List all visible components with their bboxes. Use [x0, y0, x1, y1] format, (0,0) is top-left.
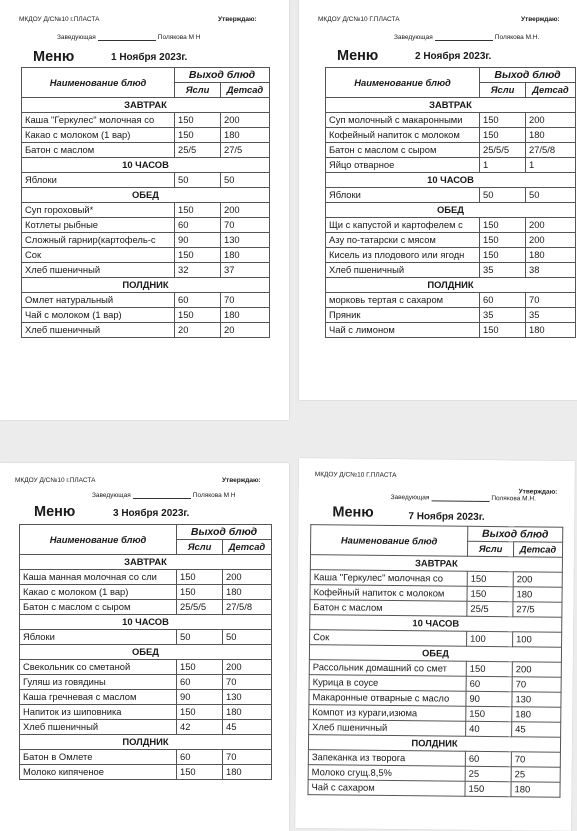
table-row — [20, 720, 272, 735]
nursery-portion: 150 — [177, 765, 223, 780]
kindergarten-portion: 70 — [512, 677, 561, 693]
menu-title: Меню — [337, 48, 379, 64]
table-row — [20, 765, 272, 780]
section-row — [326, 98, 576, 113]
table-row — [20, 705, 272, 720]
nursery-portion: 25 — [465, 766, 511, 781]
nursery-portion: 150 — [177, 705, 223, 720]
kindergarten-portion: 45 — [512, 722, 561, 738]
org-name: МКДОУ Д/С№10 Г.ПЛАСТА — [318, 16, 400, 23]
signature-line — [394, 34, 539, 41]
kindergarten-portion: 200 — [512, 662, 561, 678]
col-nursery-header: Ясли — [480, 83, 526, 98]
nursery-portion: 150 — [175, 113, 221, 128]
dish-name: Батон в Омлете — [20, 750, 177, 765]
section-title: ПОЛДНИК — [20, 735, 272, 750]
menu-sheet-nov-1 — [0, 0, 289, 420]
dish-name: Батон с маслом — [22, 143, 175, 158]
table-row — [20, 690, 272, 705]
menu-date: 2 Ноября 2023г. — [415, 51, 492, 62]
col-dish-header: Наименование блюд — [22, 68, 175, 98]
dish-name: Яйцо отварное — [326, 158, 480, 173]
nursery-portion: 60 — [177, 675, 223, 690]
kindergarten-portion: 200 — [223, 570, 272, 585]
nursery-portion: 150 — [175, 203, 221, 218]
nursery-portion: 150 — [177, 570, 223, 585]
section-title: ЗАВТРАК — [20, 555, 272, 570]
nursery-portion: 90 — [177, 690, 223, 705]
head-label: Заведующая — [390, 493, 430, 502]
table-row — [20, 600, 272, 615]
kindergarten-portion: 70 — [221, 218, 270, 233]
section-title: ОБЕД — [22, 188, 270, 203]
section-row — [22, 98, 270, 113]
org-name: МКДОУ Д/С№10 г.ПЛАСТА — [15, 477, 96, 484]
table-row — [20, 660, 272, 675]
dish-name: Суп гороховый* — [22, 203, 175, 218]
table-row — [20, 570, 272, 585]
section-title: 10 ЧАСОВ — [326, 173, 576, 188]
dish-name: Хлеб пшеничный — [20, 720, 177, 735]
menu-date: 3 Ноября 2023г. — [113, 508, 190, 519]
kindergarten-portion: 180 — [526, 323, 576, 338]
menu-title: Меню — [332, 504, 374, 521]
dish-name: Чай с лимоном — [326, 323, 480, 338]
kindergarten-portion: 37 — [221, 263, 270, 278]
col-nursery-header: Ясли — [467, 541, 513, 556]
nursery-portion: 25/5 — [467, 601, 513, 616]
menu-table-body — [22, 68, 270, 338]
kindergarten-portion: 200 — [526, 113, 576, 128]
nursery-portion: 50 — [175, 173, 221, 188]
section-row — [326, 173, 576, 188]
section-row — [326, 278, 576, 293]
menu-table-body — [308, 525, 563, 798]
nursery-portion: 1 — [480, 158, 526, 173]
section-title: 10 ЧАСОВ — [310, 615, 562, 633]
head-label: Заведующая — [92, 492, 131, 499]
nursery-portion: 20 — [175, 323, 221, 338]
kindergarten-portion: 200 — [221, 203, 270, 218]
nursery-portion: 150 — [175, 248, 221, 263]
table-row — [326, 158, 576, 173]
section-title: ЗАВТРАК — [22, 98, 270, 113]
signature-blank — [133, 497, 191, 499]
dish-name: Азу по-татарски с мясом — [326, 233, 480, 248]
table-row — [326, 323, 576, 338]
header-row — [20, 525, 272, 540]
nursery-portion: 150 — [175, 308, 221, 323]
table-row — [22, 113, 270, 128]
kindergarten-portion: 50 — [223, 630, 272, 645]
section-row — [20, 555, 272, 570]
section-row — [20, 615, 272, 630]
menu-sheet-nov-2 — [299, 0, 577, 400]
section-title: ОБЕД — [309, 645, 561, 663]
section-row — [20, 735, 272, 750]
signature-line — [92, 492, 236, 499]
kindergarten-portion: 70 — [221, 293, 270, 308]
dish-name: Молоко кипяченое — [20, 765, 177, 780]
table-row — [326, 248, 576, 263]
section-row — [326, 203, 576, 218]
table-row — [22, 263, 270, 278]
nursery-portion: 150 — [480, 113, 526, 128]
kindergarten-portion: 27/5 — [513, 602, 562, 618]
menu-title: Меню — [33, 49, 75, 65]
col-dish-header: Наименование блюд — [326, 68, 480, 98]
signature-blank — [98, 39, 156, 41]
menu-table-body — [20, 525, 272, 780]
signature-line — [57, 34, 201, 41]
nursery-portion: 60 — [465, 751, 511, 766]
nursery-portion: 150 — [480, 218, 526, 233]
kindergarten-portion: 180 — [221, 248, 270, 263]
section-title: 10 ЧАСОВ — [20, 615, 272, 630]
org-name: МКДОУ Д/С№10 г.ПЛАСТА — [19, 16, 100, 23]
table-row — [22, 128, 270, 143]
nursery-portion: 150 — [177, 585, 223, 600]
dish-name: Яблоки — [22, 173, 175, 188]
kindergarten-portion: 180 — [526, 248, 576, 263]
dish-name: Кофейный напиток с молоком — [310, 585, 467, 602]
approve-label: Утверждаю: — [518, 488, 558, 496]
menu-date: 1 Ноября 2023г. — [111, 52, 188, 63]
kindergarten-portion: 130 — [221, 233, 270, 248]
table-row — [20, 750, 272, 765]
head-name: Полякова М.Н. — [494, 34, 540, 41]
kindergarten-portion: 180 — [223, 765, 272, 780]
dish-name: Пряник — [326, 308, 480, 323]
kindergarten-portion: 50 — [221, 173, 270, 188]
section-title: 10 ЧАСОВ — [22, 158, 270, 173]
dish-name: Батон с маслом с сыром — [326, 143, 480, 158]
dish-name: Каша гречневая с маслом — [20, 690, 177, 705]
dish-name: Котлеты рыбные — [22, 218, 175, 233]
menu-table — [325, 67, 576, 338]
menu-date: 7 Ноября 2023г. — [408, 511, 485, 523]
dish-name: Батон с маслом с сыром — [20, 600, 177, 615]
kindergarten-portion: 200 — [526, 233, 576, 248]
dish-name: Макаронные отварные с масло — [309, 690, 466, 707]
section-row — [22, 158, 270, 173]
kindergarten-portion: 50 — [526, 188, 576, 203]
table-row — [326, 128, 576, 143]
col-dish-header: Наименование блюд — [310, 525, 467, 557]
menu-sheet-nov-7 — [295, 458, 575, 831]
nursery-portion: 150 — [467, 586, 513, 601]
table-row — [326, 113, 576, 128]
dish-name: Сложный гарнир(картофель-с — [22, 233, 175, 248]
dish-name: Омлет натуральный — [22, 293, 175, 308]
kindergarten-portion: 27/5/8 — [223, 600, 272, 615]
kindergarten-portion: 35 — [526, 308, 576, 323]
nursery-portion: 90 — [466, 691, 512, 706]
section-row — [22, 278, 270, 293]
dish-name: Чай с сахаром — [308, 780, 465, 797]
nursery-portion: 150 — [480, 233, 526, 248]
nursery-portion: 60 — [175, 293, 221, 308]
table-row — [326, 188, 576, 203]
nursery-portion: 50 — [177, 630, 223, 645]
table-row — [22, 173, 270, 188]
dish-name: Сок — [310, 630, 467, 647]
table-row — [326, 143, 576, 158]
kindergarten-portion: 180 — [513, 587, 562, 603]
kindergarten-portion: 70 — [526, 293, 576, 308]
kindergarten-portion: 200 — [513, 572, 562, 588]
kindergarten-portion: 130 — [223, 690, 272, 705]
dish-name: Суп молочный с макаронными — [326, 113, 480, 128]
kindergarten-portion: 25 — [511, 767, 560, 783]
col-output-header: Выход блюд — [468, 526, 563, 542]
dish-name: морковь тертая с сахаром — [326, 293, 480, 308]
table-row — [20, 585, 272, 600]
kindergarten-portion: 38 — [526, 263, 576, 278]
table-row — [326, 263, 576, 278]
kindergarten-portion: 180 — [512, 707, 561, 723]
section-title: ОБЕД — [326, 203, 576, 218]
header-row — [311, 525, 563, 543]
table-row — [326, 308, 576, 323]
dish-name: Каша "Геркулес" молочная со — [310, 570, 467, 587]
dish-name: Хлеб пшеничный — [22, 323, 175, 338]
nursery-portion: 90 — [175, 233, 221, 248]
section-title: ПОЛДНИК — [22, 278, 270, 293]
nursery-portion: 150 — [467, 571, 513, 586]
head-name: Полякова М.Н. — [491, 495, 536, 503]
section-title: ЗАВТРАК — [326, 98, 576, 113]
dish-name: Щи с капустой и картофелем с — [326, 218, 480, 233]
nursery-portion: 40 — [466, 721, 512, 736]
kindergarten-portion: 45 — [223, 720, 272, 735]
table-row — [22, 323, 270, 338]
kindergarten-portion: 200 — [223, 660, 272, 675]
nursery-portion: 50 — [480, 188, 526, 203]
kindergarten-portion: 27/5/8 — [526, 143, 576, 158]
menu-sheet-nov-3 — [0, 463, 289, 831]
dish-name: Батон с маслом — [310, 600, 467, 617]
col-kindergarten-header: Детсад — [223, 540, 272, 555]
kindergarten-portion: 100 — [513, 632, 562, 648]
table-row — [326, 233, 576, 248]
nursery-portion: 150 — [177, 660, 223, 675]
kindergarten-portion: 180 — [221, 308, 270, 323]
dish-name: Чай с молоком (1 вар) — [22, 308, 175, 323]
table-row — [326, 293, 576, 308]
kindergarten-portion: 70 — [223, 675, 272, 690]
signature-line — [391, 494, 536, 503]
kindergarten-portion: 130 — [512, 692, 561, 708]
approve-label: Утверждаю: — [222, 477, 261, 484]
kindergarten-portion: 20 — [221, 323, 270, 338]
kindergarten-portion: 180 — [223, 585, 272, 600]
dish-name: Яблоки — [326, 188, 480, 203]
nursery-portion: 150 — [466, 661, 512, 676]
dish-name: Молоко сгущ.8,5% — [308, 765, 465, 782]
nursery-portion: 150 — [480, 128, 526, 143]
signature-blank — [435, 39, 493, 41]
section-title: ОБЕД — [20, 645, 272, 660]
col-output-header: Выход блюд — [175, 68, 270, 83]
nursery-portion: 42 — [177, 720, 223, 735]
head-name: Полякова М Н — [192, 492, 236, 499]
dish-name: Яблоки — [20, 630, 177, 645]
dish-name: Гуляш из говядины — [20, 675, 177, 690]
dish-name: Компот из кураги,изюма — [309, 705, 466, 722]
dish-name: Какао с молоком (1 вар) — [22, 128, 175, 143]
menu-table — [19, 524, 272, 780]
table-row — [326, 218, 576, 233]
col-kindergarten-header: Детсад — [526, 83, 576, 98]
section-title: ЗАВТРАК — [310, 555, 562, 573]
menu-title: Меню — [34, 504, 76, 520]
dish-name: Кофейный напиток с молоком — [326, 128, 480, 143]
menu-table — [21, 67, 270, 338]
table-row — [22, 203, 270, 218]
kindergarten-portion: 200 — [221, 113, 270, 128]
header-row — [22, 68, 270, 83]
dish-name: Хлеб пшеничный — [22, 263, 175, 278]
kindergarten-portion: 200 — [526, 218, 576, 233]
dish-name: Напиток из шиповника — [20, 705, 177, 720]
col-nursery-header: Ясли — [175, 83, 221, 98]
nursery-portion: 25/5 — [175, 143, 221, 158]
dish-name: Сок — [22, 248, 175, 263]
col-dish-header: Наименование блюд — [20, 525, 177, 555]
kindergarten-portion: 180 — [223, 705, 272, 720]
col-output-header: Выход блюд — [177, 525, 272, 540]
nursery-portion: 150 — [466, 706, 512, 721]
col-output-header: Выход блюд — [480, 68, 576, 83]
kindergarten-portion: 70 — [223, 750, 272, 765]
header-row — [326, 68, 576, 83]
nursery-portion: 32 — [175, 263, 221, 278]
signature-blank — [431, 499, 489, 502]
dish-name: Кисель из плодового или ягодн — [326, 248, 480, 263]
approve-label: Утверждаю: — [218, 16, 257, 23]
menu-table — [307, 524, 563, 798]
nursery-portion: 60 — [175, 218, 221, 233]
nursery-portion: 150 — [175, 128, 221, 143]
dish-name: Хлеб пшеничный — [309, 720, 466, 737]
section-row — [22, 188, 270, 203]
approve-label: Утверждаю: — [521, 16, 560, 23]
nursery-portion: 60 — [480, 293, 526, 308]
dish-name: Каша манная молочная со сли — [20, 570, 177, 585]
col-nursery-header: Ясли — [177, 540, 223, 555]
kindergarten-portion: 70 — [511, 752, 560, 768]
dish-name: Свекольник со сметаной — [20, 660, 177, 675]
kindergarten-portion: 27/5 — [221, 143, 270, 158]
kindergarten-portion: 180 — [526, 128, 576, 143]
table-row — [22, 293, 270, 308]
nursery-portion: 35 — [480, 308, 526, 323]
table-row — [20, 675, 272, 690]
table-row — [20, 630, 272, 645]
menu-table-body — [326, 68, 576, 338]
section-title: ПОЛДНИК — [308, 735, 560, 753]
table-row — [22, 143, 270, 158]
table-row — [308, 780, 560, 798]
dish-name: Хлеб пшеничный — [326, 263, 480, 278]
table-row — [22, 233, 270, 248]
kindergarten-portion: 180 — [511, 782, 560, 798]
dish-name: Курица в соусе — [309, 675, 466, 692]
head-label: Заведующая — [57, 34, 96, 41]
dish-name: Запеканка из творога — [308, 750, 465, 767]
nursery-portion: 60 — [466, 676, 512, 691]
nursery-portion: 25/5/5 — [177, 600, 223, 615]
section-row — [20, 645, 272, 660]
table-row — [22, 218, 270, 233]
org-name: МКДОУ Д/С№10 Г.ПЛАСТА — [314, 471, 397, 480]
kindergarten-portion: 180 — [221, 128, 270, 143]
col-kindergarten-header: Детсад — [221, 83, 270, 98]
nursery-portion: 100 — [467, 631, 513, 646]
head-label: Заведующая — [394, 34, 433, 41]
dish-name: Какао с молоком (1 вар) — [20, 585, 177, 600]
nursery-portion: 150 — [465, 781, 511, 796]
head-name: Полякова М Н — [157, 34, 201, 41]
table-row — [22, 308, 270, 323]
dish-name: Рассольник домашний со смет — [309, 660, 466, 677]
section-title: ПОЛДНИК — [326, 278, 576, 293]
kindergarten-portion: 1 — [526, 158, 576, 173]
nursery-portion: 150 — [480, 248, 526, 263]
dish-name: Каша "Геркулес" молочная со — [22, 113, 175, 128]
col-kindergarten-header: Детсад — [513, 542, 562, 558]
nursery-portion: 60 — [177, 750, 223, 765]
nursery-portion: 150 — [480, 323, 526, 338]
nursery-portion: 35 — [480, 263, 526, 278]
table-row — [22, 248, 270, 263]
nursery-portion: 25/5/5 — [480, 143, 526, 158]
